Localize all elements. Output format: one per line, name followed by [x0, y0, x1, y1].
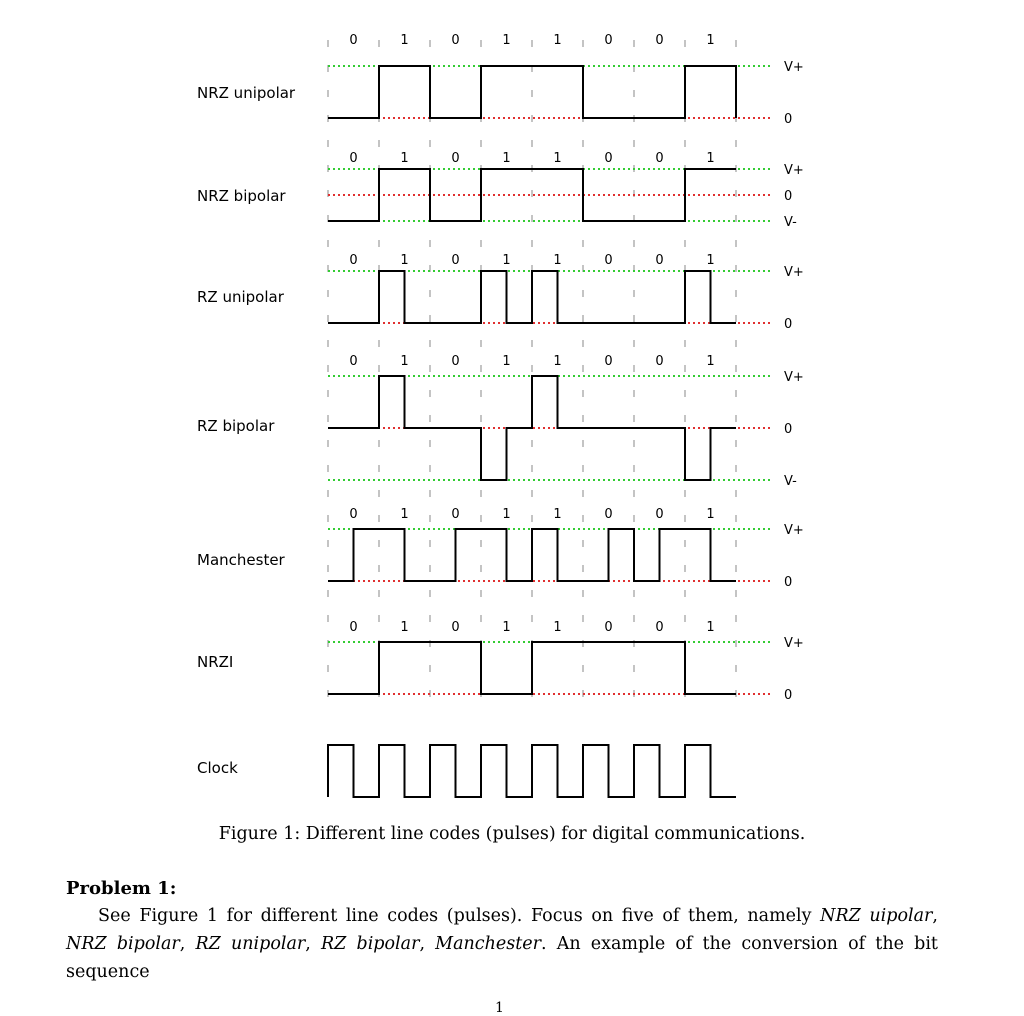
line-code-name: NRZ bipolar — [66, 934, 180, 954]
problem-text — [66, 902, 938, 986]
bit-value-label: 0 — [349, 151, 358, 166]
line-code-name-nrzi: NRZI — [197, 653, 234, 671]
bit-value-label: 1 — [553, 151, 562, 166]
bit-value-label: 1 — [400, 253, 409, 268]
bit-value-label: 0 — [451, 620, 460, 635]
voltage-level-label: 0 — [784, 317, 793, 332]
bit-value-label: 1 — [400, 151, 409, 166]
bit-value-label: 1 — [706, 151, 715, 166]
bit-value-label: 0 — [655, 354, 664, 369]
voltage-level-label: V- — [784, 474, 797, 489]
bit-value-label: 0 — [349, 33, 358, 48]
voltage-level-label: V+ — [784, 163, 804, 178]
waveform-manchester — [328, 529, 736, 581]
bit-value-label: 1 — [706, 354, 715, 369]
voltage-level-label: V+ — [784, 523, 804, 538]
bit-value-label: 0 — [604, 620, 613, 635]
line-code-name: Manchester — [435, 934, 541, 954]
separator: , — [932, 906, 938, 926]
line-code-name-manchester: Manchester — [197, 551, 285, 569]
waveform-clock — [328, 745, 736, 797]
page-number: 1 — [495, 1000, 504, 1016]
bit-value-label: 1 — [502, 620, 511, 635]
problem-text-part-2: . An example of the conversion of the bit sequence — [66, 934, 938, 982]
bit-value-label: 0 — [655, 620, 664, 635]
problem-title: Problem 1: — [66, 878, 177, 899]
line-code-name-rz_bipolar: RZ bipolar — [197, 417, 275, 435]
bit-value-label: 0 — [349, 507, 358, 522]
voltage-level-label: V- — [784, 215, 797, 230]
bit-value-label: 0 — [451, 507, 460, 522]
bit-value-label: 0 — [451, 151, 460, 166]
bit-value-label: 0 — [604, 151, 613, 166]
problem-text-part-1: See Figure 1 for different line codes (pulses). Focus on five of them, namely — [98, 906, 821, 926]
bit-value-label: 0 — [349, 354, 358, 369]
voltage-level-label: V+ — [784, 636, 804, 651]
line-code-name-nrz_bipolar: NRZ bipolar — [197, 187, 286, 205]
bit-value-label: 1 — [553, 354, 562, 369]
bit-value-label: 1 — [502, 507, 511, 522]
bit-value-label: 1 — [553, 33, 562, 48]
bit-value-label: 1 — [502, 151, 511, 166]
bit-value-label: 0 — [349, 620, 358, 635]
voltage-level-label: 0 — [784, 688, 793, 703]
bit-value-label: 1 — [706, 33, 715, 48]
waveform-rz_unipolar — [328, 271, 736, 323]
separator: , — [179, 934, 196, 954]
bit-value-label: 1 — [706, 253, 715, 268]
line-code-name-nrz_unipolar: NRZ unipolar — [197, 84, 296, 102]
voltage-level-label: 0 — [784, 112, 793, 127]
bit-value-label: 0 — [451, 253, 460, 268]
bit-value-label: 1 — [502, 33, 511, 48]
bit-value-label: 0 — [451, 33, 460, 48]
bit-value-label: 1 — [400, 507, 409, 522]
line-code-name: NRZ uipolar — [820, 906, 933, 926]
waveform-nrzi — [328, 642, 736, 694]
separator: , — [419, 934, 436, 954]
line-code-name: RZ unipolar — [195, 934, 306, 954]
bit-value-label: 0 — [655, 151, 664, 166]
bit-value-label: 0 — [604, 253, 613, 268]
bit-value-label: 0 — [604, 507, 613, 522]
bit-value-label: 0 — [451, 354, 460, 369]
voltage-level-label: V+ — [784, 265, 804, 280]
bit-value-label: 1 — [553, 253, 562, 268]
line-code-name: RZ bipolar — [321, 934, 420, 954]
bit-value-label: 0 — [655, 33, 664, 48]
bit-value-label: 1 — [502, 354, 511, 369]
bit-value-label: 0 — [604, 354, 613, 369]
bit-value-label: 1 — [400, 620, 409, 635]
bit-value-label: 0 — [349, 253, 358, 268]
bit-value-label: 1 — [706, 507, 715, 522]
bit-value-label: 1 — [553, 620, 562, 635]
voltage-level-label: 0 — [784, 189, 793, 204]
figure-caption: Figure 1: Different line codes (pulses) for digital communications. — [218, 824, 806, 844]
bit-value-label: 1 — [553, 507, 562, 522]
bit-value-label: 0 — [604, 33, 613, 48]
clock-label: Clock — [197, 759, 238, 777]
bit-value-label: 1 — [400, 354, 409, 369]
bit-value-label: 0 — [655, 253, 664, 268]
separator: , — [305, 934, 321, 954]
voltage-level-label: V+ — [784, 60, 804, 75]
bit-value-label: 1 — [502, 253, 511, 268]
bit-value-label: 1 — [706, 620, 715, 635]
voltage-level-label: 0 — [784, 575, 793, 590]
bit-value-label: 0 — [655, 507, 664, 522]
voltage-level-label: V+ — [784, 370, 804, 385]
line-code-name-rz_unipolar: RZ unipolar — [197, 288, 284, 306]
bit-value-label: 1 — [400, 33, 409, 48]
voltage-level-label: 0 — [784, 422, 793, 437]
